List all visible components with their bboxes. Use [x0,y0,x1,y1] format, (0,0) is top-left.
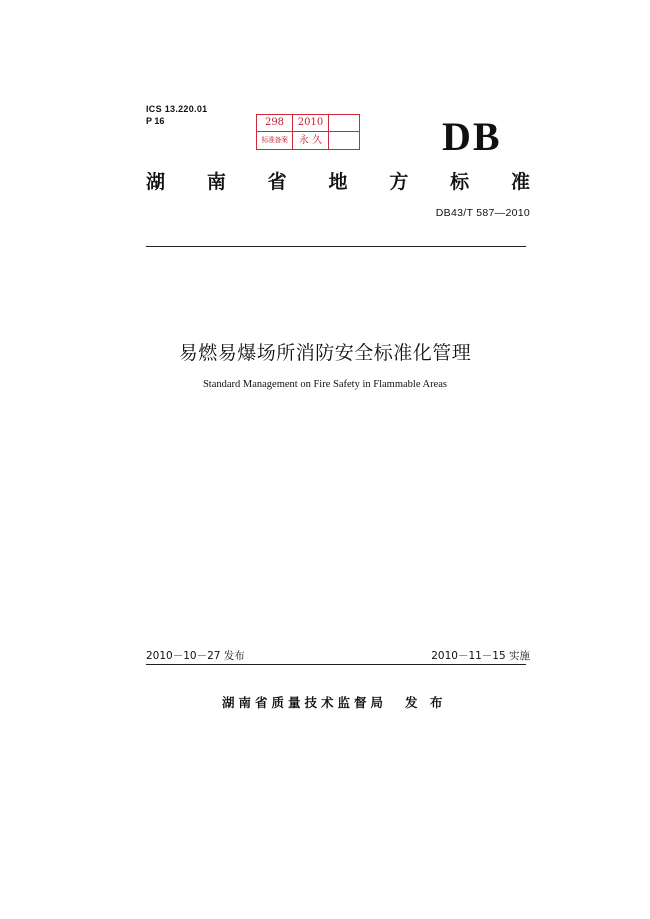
registration-stamp [256,114,360,150]
issue-date: 2010－10－27 发布 [146,650,245,662]
stamp-cell-blank-bottom [329,132,359,149]
header-divider [146,246,526,247]
category-code: P 16 [146,116,165,126]
document-title-chinese: 易燃易爆场所消防安全标准化管理 [178,342,472,364]
implementation-date: 2010－11－15 实施 [431,650,530,662]
heading-char: 标 [450,171,470,193]
heading-char: 省 [267,171,287,193]
heading-char: 方 [389,171,409,193]
heading-char: 地 [328,171,348,193]
stamp-cell-record-number: 298 [257,115,293,132]
heading-char: 南 [206,171,226,193]
stamp-cell-record-label: 标准备案 [257,132,293,149]
stamp-cell-blank-top [329,115,359,132]
ics-code: ICS 13.220.01 [146,104,208,114]
stamp-cell-validity: 永 久 [293,132,329,149]
publisher-name: 湖南省质量技术监督局 [222,695,388,710]
stamp-cell-year: 2010 [293,115,329,132]
db-mark: DB [442,114,502,159]
footer-divider [146,664,526,665]
document-title-english: Standard Management on Fire Safety in Flammable Areas [202,379,448,390]
province-standard-heading [146,170,530,194]
heading-char: 湖 [146,171,166,193]
heading-char: 准 [510,171,530,193]
publish-label: 发 布 [405,695,447,710]
standard-number: DB43/T 587—2010 [435,207,530,219]
